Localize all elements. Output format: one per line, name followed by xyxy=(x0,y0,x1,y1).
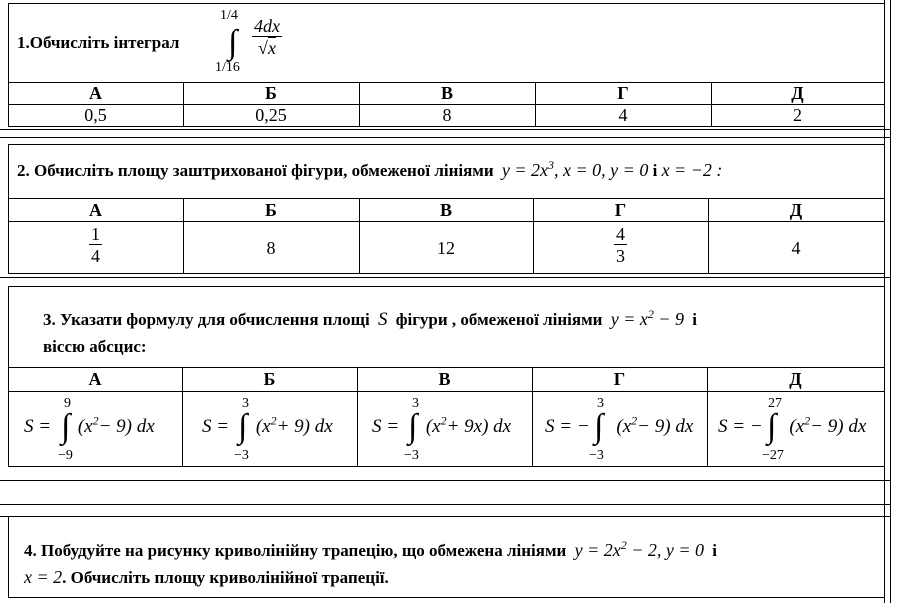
integral-sign: ∫ xyxy=(238,408,248,445)
formula-b: $S = (x^2+ 9)$ dx xyxy=(202,413,333,437)
header-b: Б xyxy=(265,200,277,220)
answer-b: 8 xyxy=(266,238,276,258)
answer-v: 8 xyxy=(442,105,452,125)
upper-limit: 9 xyxy=(64,396,71,411)
upper-limit: 3 xyxy=(242,396,249,411)
answer-v: 12 xyxy=(437,238,455,258)
formula-a: $S = (x^2- 9)$ dx xyxy=(24,413,155,437)
answer-a: $\frac{1}{4}$ xyxy=(91,224,100,266)
integral-lower-limit: 1/16 xyxy=(215,60,240,75)
answer-d: 4 xyxy=(791,238,801,258)
answer-b: 0,25 xyxy=(255,105,287,125)
question-4-line-2: x = 2. Обчисліть площу криволінійної трапеції. xyxy=(24,567,389,587)
formula-d: S = − $(x^2- 9)$ dx xyxy=(545,413,694,437)
upper-limit: 3 xyxy=(597,396,604,411)
header-g: Г xyxy=(617,83,629,103)
header-a: А xyxy=(89,83,102,103)
integrand-denominator: √x xyxy=(258,38,276,58)
question-2-text: 2. Обчисліть площу заштрихованої фігури, обмеженої лініями $y = 2x^3$, x = 0, y = 0 і x = −2 : xyxy=(17,158,723,180)
header-b: Б xyxy=(265,83,277,103)
header-a: А xyxy=(88,369,102,389)
integral-sign: ∫ xyxy=(228,24,238,61)
header-b: Б xyxy=(263,369,276,389)
lower-limit: −3 xyxy=(234,448,249,463)
header-v: В xyxy=(439,200,452,220)
lower-limit: −3 xyxy=(589,448,604,463)
header-d: Д xyxy=(789,200,803,220)
answer-g: 4 xyxy=(618,105,628,125)
integrand-numerator: 4dx xyxy=(254,16,280,36)
integral-sign: ∫ xyxy=(594,408,604,445)
integral-sign: ∫ xyxy=(767,408,777,445)
header-a: А xyxy=(89,200,102,220)
header-d: Д xyxy=(791,83,804,103)
answer-a: 0,5 xyxy=(84,105,107,125)
formula-c: $S = (x^2+ 9x)$ dx xyxy=(372,413,512,437)
integral-sign: ∫ xyxy=(61,408,71,445)
header-g: Г xyxy=(614,200,627,220)
question-1-text: 1.Обчисліть інтеграл xyxy=(17,33,180,52)
question-4-line-1: 4. Побудуйте на рисунку криволінійну трапецію, що обмежена лініями $y = 2x^2 - 2$, y = 0 і xyxy=(24,538,717,560)
integrand-fraction xyxy=(252,16,282,59)
lower-limit: −3 xyxy=(404,448,419,463)
integral-sign: ∫ xyxy=(408,408,418,445)
header-v: В xyxy=(438,369,451,389)
question-3-line-1: 3. Указати формулу для обчислення площі S фігури , обмеженої лініями $y = x^2 - 9$ і xyxy=(43,307,697,330)
formula-e: S = − $(x^2- 9)$ dx xyxy=(718,413,867,437)
header-g: Г xyxy=(613,369,626,389)
answer-g: $\frac{4}{3}$ xyxy=(616,224,625,266)
answer-d: 2 xyxy=(793,105,802,125)
header-d: Д xyxy=(789,369,802,389)
q2-curve: $y = 2x^3$ xyxy=(501,158,555,180)
lower-limit: −9 xyxy=(58,448,73,463)
integral-upper-limit: 1/4 xyxy=(220,8,238,23)
lower-limit: −27 xyxy=(762,448,784,463)
upper-limit: 3 xyxy=(412,396,419,411)
upper-limit: 27 xyxy=(768,396,782,411)
header-v: В xyxy=(440,83,453,103)
question-3-line-2: віссю абсцис: xyxy=(43,337,147,356)
